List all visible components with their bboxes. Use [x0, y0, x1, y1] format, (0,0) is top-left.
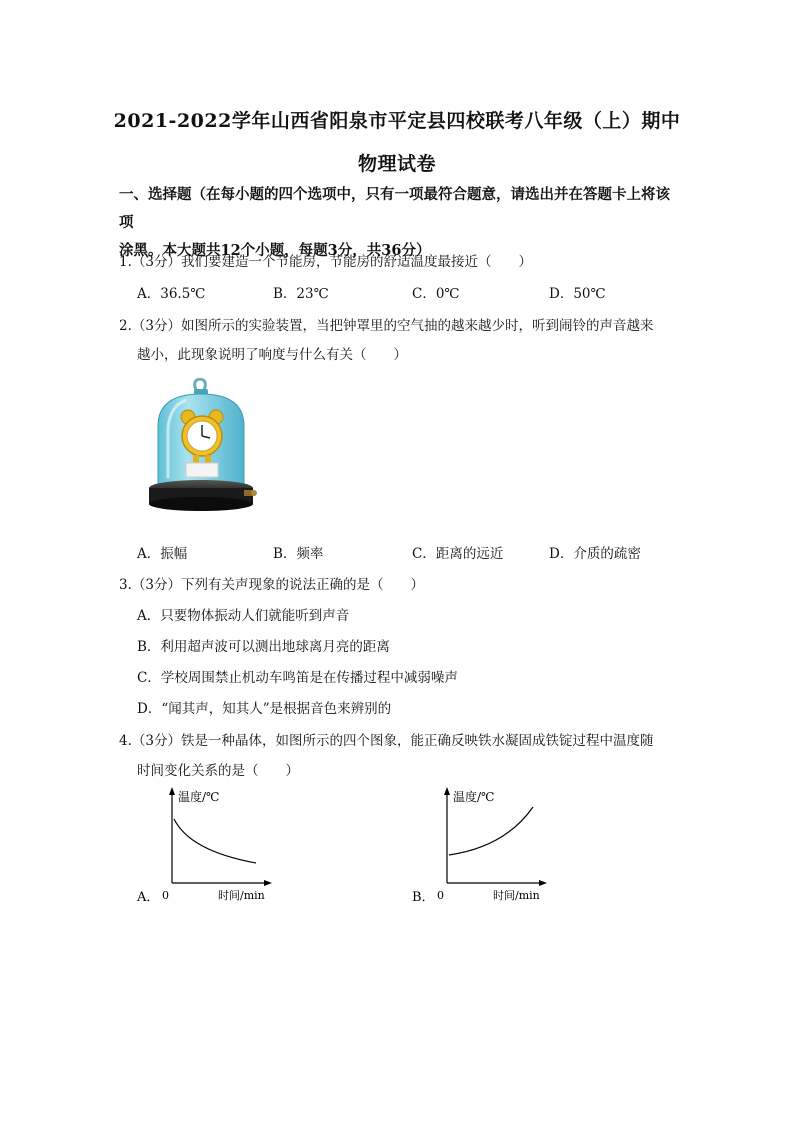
- graph-a-ylabel: 温度/℃: [178, 790, 220, 804]
- bell-jar-illustration: [146, 378, 258, 518]
- page-title-line2: 物理试卷: [357, 153, 436, 175]
- graph-a[interactable]: [130, 783, 280, 908]
- question-2-option-d[interactable]: D．介质的疏密: [549, 546, 641, 562]
- question-3-option-c[interactable]: C．学校周围禁止机动车鸣笛是在传播过程中减弱噪声: [137, 670, 458, 686]
- graph-b-option-label: B．: [412, 890, 435, 905]
- question-4-stem-line1: 4.（3分）铁是一种晶体，如图所示的四个图象，能正确反映铁水凝固成铁锭过程中温度随: [119, 733, 654, 749]
- graph-b-svg: [405, 783, 555, 908]
- graph-b-x-arrow: [539, 880, 547, 886]
- question-3-option-b[interactable]: B．利用超声波可以测出地球离月亮的距离: [137, 639, 390, 655]
- question-3-stem: 3.（3分）下列有关声现象的说法正确的是（ ）: [119, 577, 424, 593]
- question-1-option-d[interactable]: D．50℃: [549, 286, 606, 302]
- question-1-option-a[interactable]: A．36.5℃: [137, 286, 206, 302]
- question-2-option-c[interactable]: C．距离的远近: [412, 546, 504, 562]
- graph-a-origin: 0: [162, 889, 169, 902]
- question-3-option-a[interactable]: A．只要物体振动人们就能听到声音: [137, 608, 350, 624]
- graph-b-ylabel: 温度/℃: [453, 790, 495, 804]
- graph-a-option-label: A．: [137, 890, 160, 905]
- section-heading-line1: 一、选择题（在每小题的四个选项中，只有一项最符合题意，请选出并在答题卡上将该项: [119, 186, 670, 231]
- question-2-option-a[interactable]: A．振幅: [137, 546, 188, 562]
- graph-a-y-arrow: [169, 787, 175, 795]
- question-1-option-b[interactable]: B．23℃: [273, 286, 329, 302]
- graph-a-x-arrow: [264, 880, 272, 886]
- question-1-stem: 1.（3分）我们要建造一个节能房，节能房的舒适温度最接近（ ）: [119, 254, 532, 270]
- question-3-option-d[interactable]: D．“闻其声，知其人”是根据音色来辨别的: [137, 701, 392, 717]
- graph-a-xlabel: 时间/min: [218, 889, 265, 902]
- graph-a-curve: [174, 819, 256, 863]
- question-1-option-c[interactable]: C．0℃: [412, 286, 460, 302]
- question-2-stem-line1: 2.（3分）如图所示的实验装置，当把钟罩里的空气抽的越来越少时，听到闹铃的声音越来: [119, 318, 654, 334]
- graph-b-curve: [449, 807, 533, 855]
- question-4-stem-line2: 时间变化关系的是（ ）: [137, 763, 299, 779]
- graph-a-svg: [130, 783, 280, 908]
- graph-b-origin: 0: [437, 889, 444, 902]
- page-title-line1: 2021-2022学年山西省阳泉市平定县四校联考八年级（上）期中: [113, 110, 681, 132]
- section-heading-line2: 涂黑。本大题共12个小题，每题3分，共36分）: [119, 242, 431, 259]
- graph-b[interactable]: [405, 783, 555, 908]
- question-2-option-b[interactable]: B．频率: [273, 546, 324, 562]
- question-2-stem-line2: 越小，此现象说明了响度与什么有关（ ）: [137, 347, 407, 363]
- graph-b-y-arrow: [444, 787, 450, 795]
- graph-b-xlabel: 时间/min: [493, 889, 540, 902]
- bell-jar-svg: [146, 378, 258, 518]
